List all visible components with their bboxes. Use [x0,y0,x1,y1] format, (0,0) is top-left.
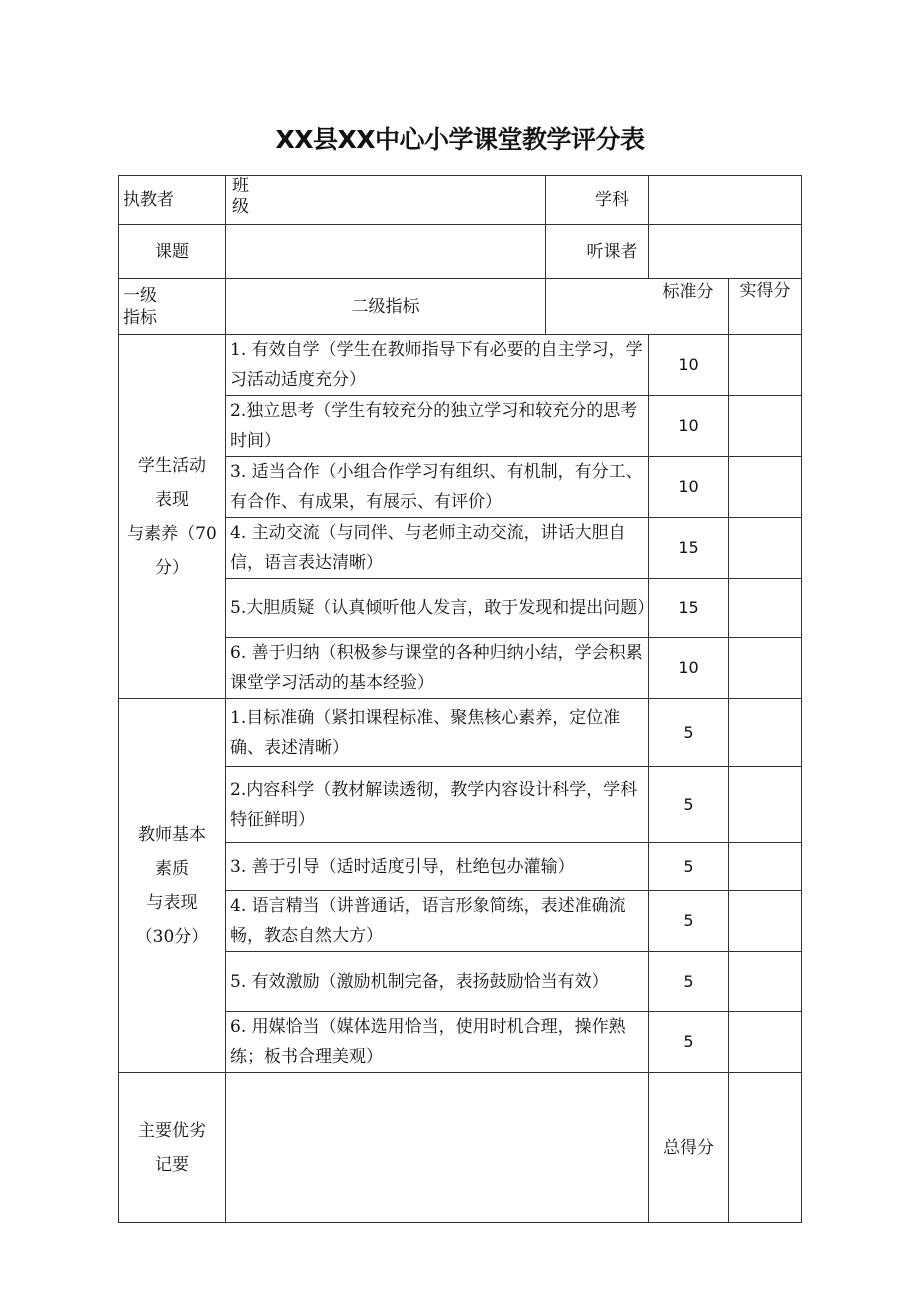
class-label-line2: 级 [232,197,249,217]
subject-value-cell[interactable] [649,176,802,225]
notes-value-cell[interactable] [226,1073,649,1223]
actual-score-header: 实得分 [729,279,802,335]
header-row-topic [119,225,802,279]
standard-score: 5 [649,891,729,952]
actual-score-cell[interactable] [729,891,802,952]
notes-label-line1: 主要优劣 [138,1120,206,1141]
actual-score-cell[interactable] [729,457,802,518]
class-label [226,176,546,225]
standard-score: 10 [649,457,729,518]
level2-header: 二级指标 [226,279,546,335]
actual-score-cell[interactable] [729,579,802,638]
indicator-text: 4. 主动交流（与同伴、与老师主动交流，讲话大胆自信，语言表达清晰） [226,518,649,579]
notes-label [119,1073,226,1223]
category-student [119,335,226,699]
notes-row [119,1073,802,1223]
evaluation-table [118,175,802,1223]
standard-score: 5 [649,843,729,891]
actual-score-cell[interactable] [729,767,802,843]
indicator-text: 6. 用媒恰当（媒体选用恰当，使用时机合理，操作熟练；板书合理美观） [226,1012,649,1073]
indicator-text: 2.独立思考（学生有较充分的独立学习和较充分的思考时间） [226,396,649,457]
category-teacher [119,699,226,1073]
category-line: 与表现 [146,892,198,913]
standard-score: 10 [649,396,729,457]
category-line: 素质 [155,858,189,879]
actual-score-cell[interactable] [729,335,802,396]
teacher-label: 执教者 [119,176,226,225]
standard-score: 15 [649,518,729,579]
actual-score-cell[interactable] [729,952,802,1012]
header-row-teacher [119,176,802,225]
subject-label: 学科 [546,176,649,225]
total-score-label: 总得分 [649,1073,729,1223]
standard-score: 5 [649,767,729,843]
category-line: （30分） [135,926,209,947]
standard-score: 15 [649,579,729,638]
indicator-text: 1.目标准确（紧扣课程标准、聚焦核心素养，定位准确、表述清晰） [226,699,649,767]
topic-value-cell[interactable] [226,225,546,279]
category-line: 与素养（70 [127,523,217,544]
actual-score-cell[interactable] [729,843,802,891]
indicator-text: 1. 有效自学（学生在教师指导下有必要的自主学习，学习活动适度充分） [226,335,649,396]
category-line: 表现 [155,489,189,510]
standard-score: 5 [649,699,729,767]
table-row [119,699,802,767]
indicator-text: 2.内容科学（教材解读透彻，教学内容设计科学，学科特征鲜明） [226,767,649,843]
page-title: XX县XX中心小学课堂教学评分表 [275,125,645,154]
actual-score-cell[interactable] [729,518,802,579]
indicator-text: 5.大胆质疑（认真倾听他人发言，敢于发现和提出问题） [226,579,649,638]
indicator-text: 5. 有效激励（激励机制完备，表扬鼓励恰当有效） [226,952,649,1012]
standard-score: 10 [649,335,729,396]
category-line: 教师基本 [138,824,206,845]
actual-score-cell[interactable] [729,638,802,699]
level1-header [119,279,226,335]
standard-score: 5 [649,1012,729,1073]
level1-header-line2: 指标 [123,307,157,328]
actual-score-cell[interactable] [729,396,802,457]
notes-label-line2: 记要 [155,1154,189,1175]
listener-value-cell[interactable] [649,225,802,279]
topic-label: 课题 [119,225,226,279]
actual-score-cell[interactable] [729,1012,802,1073]
listener-label: 听课者 [546,225,649,279]
standard-score-header: 标准分 [662,282,714,302]
actual-score-cell[interactable] [729,699,802,767]
standard-score: 10 [649,638,729,699]
indicator-text: 6. 善于归纳（积极参与课堂的各种归纳小结，学会积累课堂学习活动的基本经验） [226,638,649,699]
category-line: 学生活动 [138,455,206,476]
indicator-text: 4. 语言精当（讲普通话，语言形象简练，表述准确流畅，教态自然大方） [226,891,649,952]
class-label-line1: 班 [232,176,249,196]
standard-score: 5 [649,952,729,1012]
category-line: 分） [155,557,189,578]
table-row [119,335,802,396]
total-score-cell[interactable] [729,1073,802,1223]
indicator-text: 3. 适当合作（小组合作学习有组织、有机制，有分工、有合作、有成果，有展示、有评价） [226,457,649,518]
level1-header-line1: 一级 [123,285,157,306]
indicator-text: 3. 善于引导（适时适度引导，杜绝包办灌输） [226,843,649,891]
